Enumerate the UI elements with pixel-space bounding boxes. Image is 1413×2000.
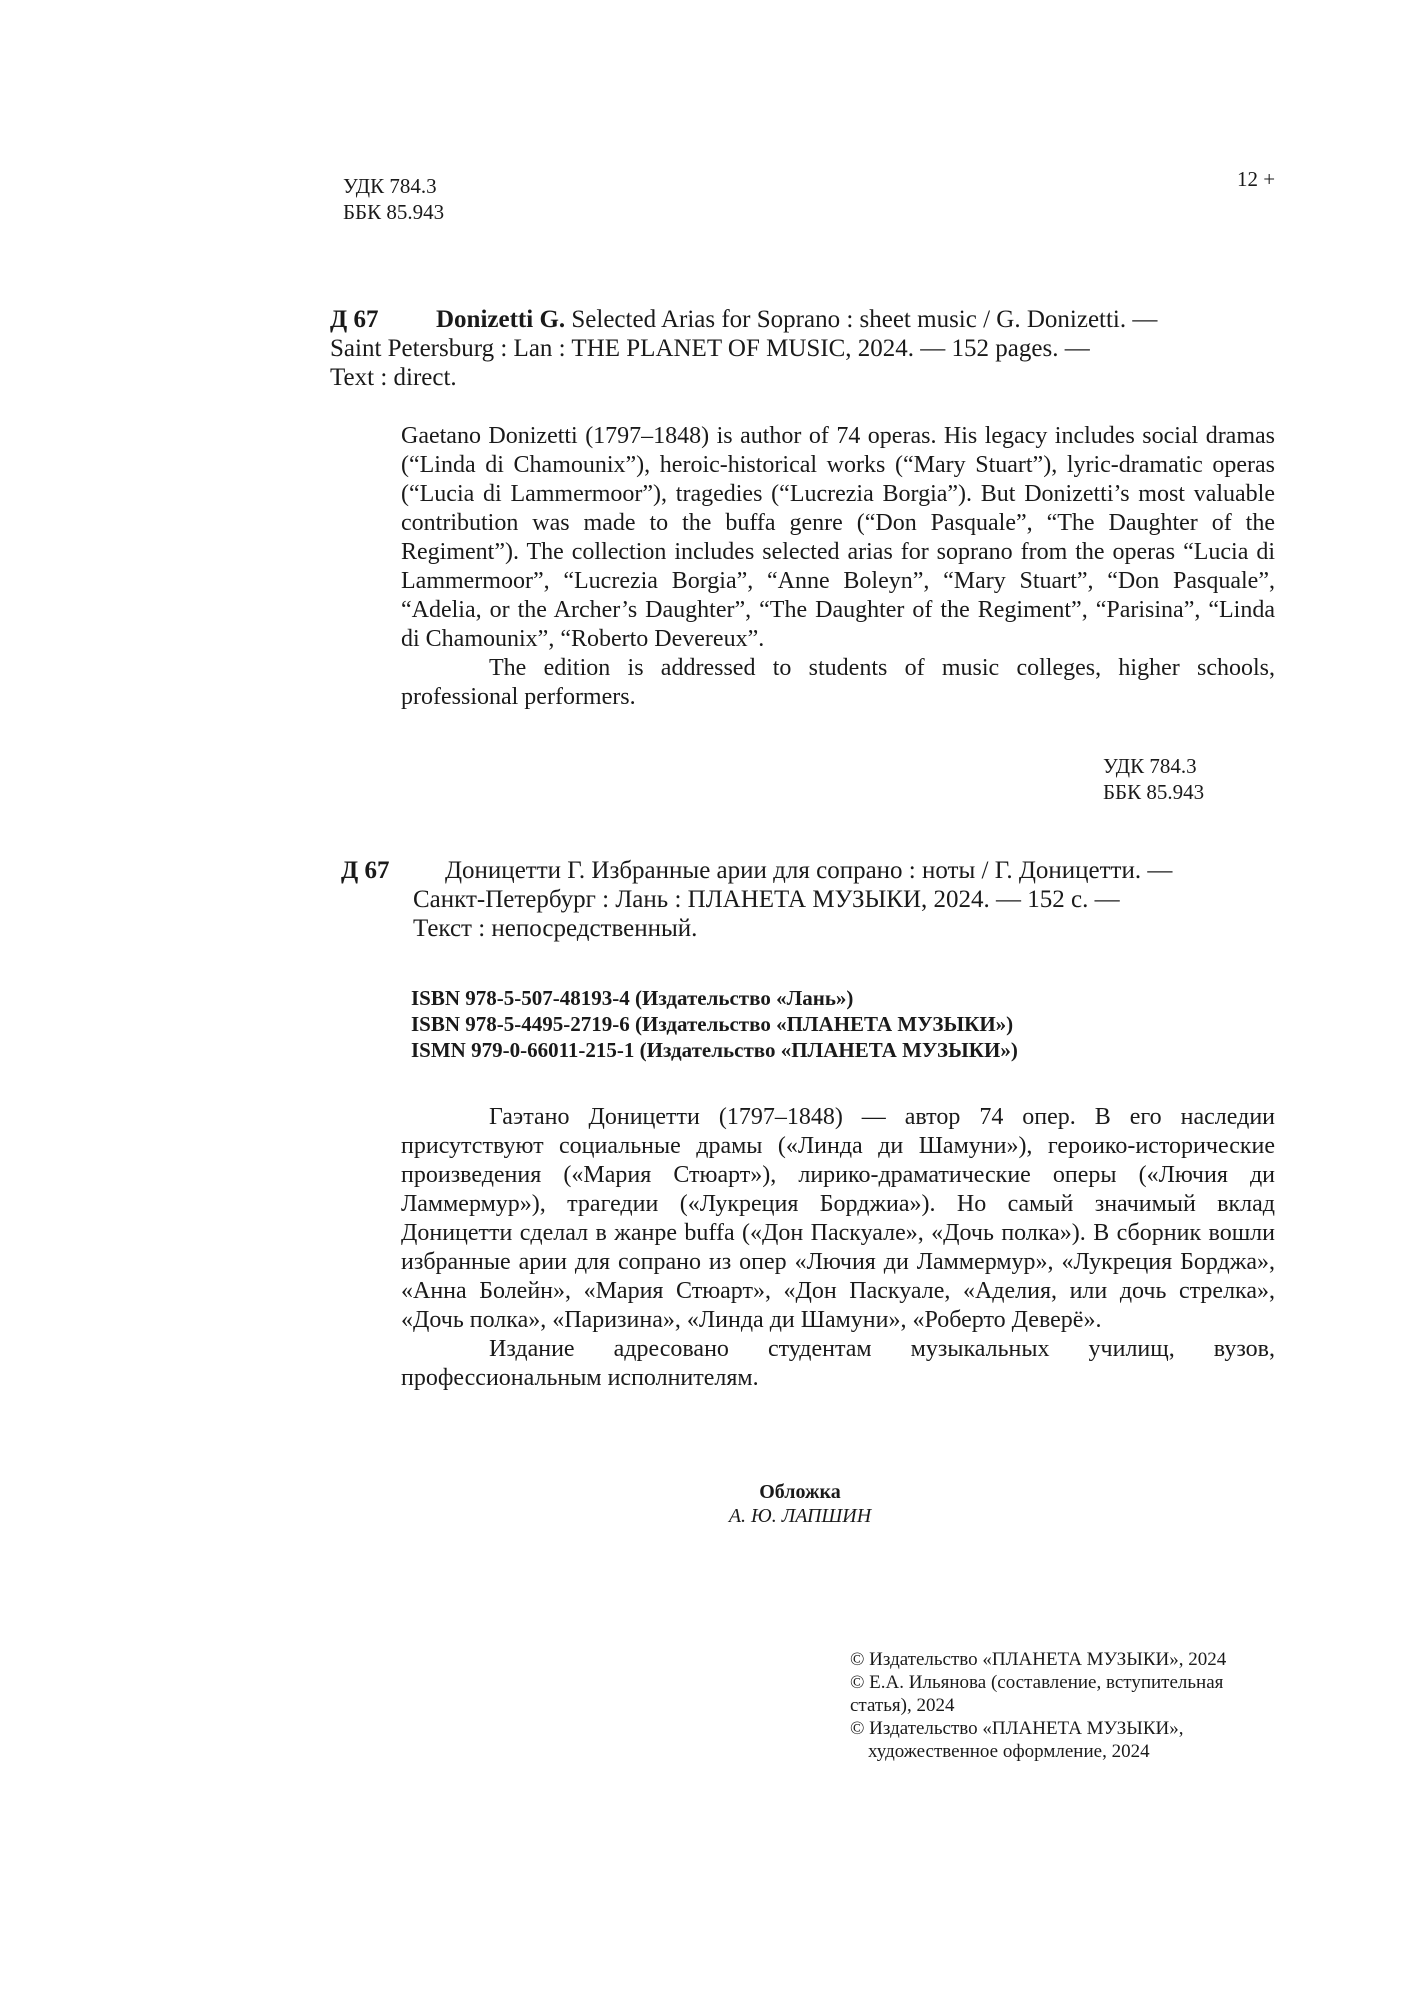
cover-designer: А. Ю. ЛАПШИН [728, 1505, 872, 1527]
english-bibliographic-entry [330, 305, 1280, 392]
ismn-line: ISMN 979-0-66011-215-1 (Издательство «ПЛАНЕТА МУЗЫКИ») [411, 1038, 1018, 1062]
author-mark: Д 67 [330, 306, 379, 333]
abstract-paragraph-1: Гаэтано Доницетти (1797–1848) — автор 74 опер. В его наследии присутствуют социальные драмы («Линда ди Шамуни»), героико-исторические произведения («Мария Стюарт»), лирико-драматические оперы («Лючия ди Ламмермур»), трагедии («Лукреция Борджиа»). Но самый значимый вклад Доницетти сделал в жанре buffa («Дон Паскуале», «Дочь полка»). В сборник вошли избранные арии для сопрано из опер «Лючия ди Ламмермур», «Лукреция Борджа», «Анна Болейн», «Мария Стюарт», «Дон Паскуале, «Аделия, или дочь стрелка», «Дочь полка», «Паризина», «Линда ди Шамуни», «Роберто Деверё». [401, 1104, 1275, 1333]
entry-line-2: Saint Petersburg : Lan : THE PLANET OF MUSIC, 2024. — 152 pages. — [330, 335, 1090, 362]
english-abstract [401, 422, 1275, 712]
udk-code: УДК 784.3 [1103, 754, 1197, 778]
isbn-line: ISBN 978-5-507-48193-4 (Издательство «Лань») [411, 986, 854, 1010]
entry-line-1 [436, 305, 1280, 334]
udk-code: УДК 784.3 [343, 174, 437, 198]
copyright-line: статья), 2024 [850, 1695, 955, 1716]
bbk-code: ББК 85.943 [1103, 780, 1205, 804]
abstract-paragraph-2: Издание адресовано студентам музыкальных училищ, вузов, профессиональным исполнителям. [401, 1336, 1275, 1391]
russian-bibliographic-entry [341, 856, 1281, 943]
copyright-line: © Е.А. Ильянова (составление, вступительная [850, 1672, 1224, 1693]
header-classification [343, 173, 444, 225]
cover-credit [700, 1480, 900, 1528]
entry-title: Selected Arias for Soprano : sheet music / G. Donizetti. — [565, 306, 1158, 333]
copyright-line: художественное оформление, 2024 [868, 1741, 1150, 1762]
author-mark: Д 67 [341, 857, 390, 884]
entry-line-2: Санкт-Петербург : Лань : ПЛАНЕТА МУЗЫКИ, 2024. — 152 с. — [413, 886, 1120, 913]
copyright-line: © Издательство «ПЛАНЕТА МУЗЫКИ», 2024 [850, 1649, 1227, 1670]
author-name: Donizetti G. [436, 306, 566, 333]
abstract-paragraph-1: Gaetano Donizetti (1797–1848) is author of 74 operas. His legacy includes social dramas (“Linda di Chamounix”), heroic-historical works (“Mary Stuart”), lyric-dramatic operas (“Lucia di Lammermoor”), tragedies (“Lucrezia Borgia”). But Donizetti’s most valuable contribution was made to the buffa genre (“Don Pasquale”, “The Daughter of the Regiment”). The collection includes selected arias for soprano from the operas “Lucia di Lammermoor”, “Lucrezia Borgia”, “Anne Boleyn”, “Mary Stuart”, “Don Pasquale”, “Adelia, or the Archer’s Daughter”, “The Daughter of the Regiment”, “Parisina”, “Linda di Chamounix”, “Roberto Devereux”. [401, 423, 1275, 652]
entry-line-3: Text : direct. [330, 364, 457, 391]
russian-abstract [401, 1103, 1275, 1393]
abstract-paragraph-2: The edition is addressed to students of music colleges, higher schools, professional performers. [401, 655, 1275, 710]
cover-label: Обложка [759, 1481, 841, 1503]
copyright-line: © Издательство «ПЛАНЕТА МУЗЫКИ», [850, 1718, 1184, 1739]
copyright-block [850, 1648, 1250, 1763]
bbk-code: ББК 85.943 [343, 200, 445, 224]
age-rating: 12 + [1237, 167, 1276, 191]
isbn-block [411, 985, 1018, 1063]
entry-line-3: Текст : непосредственный. [413, 915, 698, 942]
mid-classification [1103, 753, 1204, 805]
isbn-line: ISBN 978-5-4495-2719-6 (Издательство «ПЛАНЕТА МУЗЫКИ») [411, 1012, 1014, 1036]
entry-line-1: Доницетти Г. Избранные арии для сопрано : ноты / Г. Доницетти. — [445, 857, 1173, 884]
